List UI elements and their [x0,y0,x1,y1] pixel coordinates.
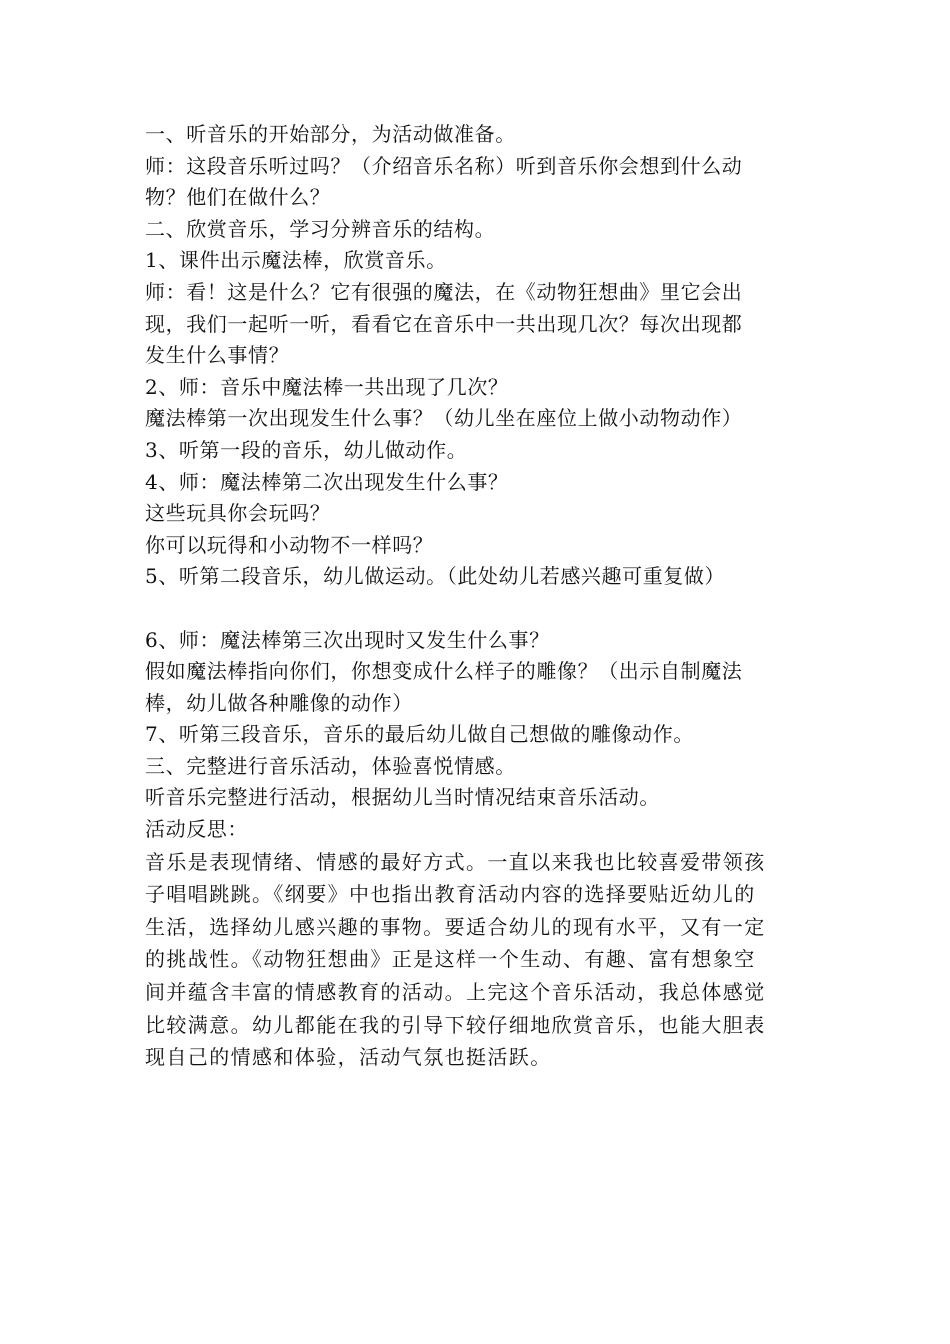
section-heading-complete-activity: 三、完整进行音乐活动，体验喜悦情感。 [145,753,516,778]
paragraph-line: 假如魔法棒指向你们，你想变成什么样子的雕像？（出示自制魔法 [145,659,743,684]
paragraph-line: 师：看！这是什么？它有很强的魔法，在《动物狂想曲》里它会出 [145,279,743,304]
paragraph-line: 棒，幼儿做各种雕像的动作） [145,690,413,715]
paragraph-line: 物？他们在做什么？ [145,185,331,210]
step-1-line: 1、课件出示魔法棒，欣赏音乐。 [145,248,447,273]
reflection-heading: 活动反思： [145,817,248,842]
paragraph-line: 师：这段音乐听过吗？（介绍音乐名称）听到音乐你会想到什么动 [145,153,743,178]
paragraph-line: 发生什么事情？ [145,343,290,368]
paragraph-line: 这些玩具你会玩吗？ [145,501,331,526]
blank-line [145,593,815,625]
reflection-line: 比较满意。幼儿都能在我的引导下较仔细地欣赏音乐，也能大胆表 [145,1012,766,1037]
reflection-line: 音乐是表现情绪、情感的最好方式。一直以来我也比较喜爱带领孩 [145,849,766,874]
step-5-line: 5、听第二段音乐，幼儿做运动。（此处幼儿若感兴趣可重复做） [145,564,726,589]
step-3-line: 3、听第一段的音乐，幼儿做动作。 [145,437,468,462]
reflection-line: 间并蕴含丰富的情感教育的活动。上完这个音乐活动，我总体感觉 [145,980,766,1005]
paragraph-line: 听音乐完整进行活动，根据幼儿当时情况结束音乐活动。 [145,785,660,810]
step-4-line: 4、师：魔法棒第二次出现发生什么事？ [145,469,509,494]
reflection-line: 的挑战性。《动物狂想曲》正是这样一个生动、有趣、富有想象空 [145,947,756,972]
document-body [145,119,815,1074]
paragraph-line: 魔法棒第一次出现发生什么事？（幼儿坐在座位上做小动物动作） [145,406,743,431]
reflection-line: 现自己的情感和体验，活动气氛也挺活跃。 [145,1045,552,1070]
reflection-paragraph [145,846,815,1074]
section-heading-listen-opening: 一、听音乐的开始部分，为活动做准备。 [145,122,516,146]
reflection-line: 生活，选择幼儿感兴趣的事物。要适合幼儿的现有水平，又有一定 [145,914,766,939]
step-2-line: 2、师：音乐中魔法棒一共出现了几次？ [145,374,509,399]
paragraph-line: 你可以玩得和小动物不一样吗？ [145,532,434,557]
step-7-line: 7、听第三段音乐，音乐的最后幼儿做自己想做的雕像动作。 [145,722,694,747]
section-heading-appreciate-music: 二、欣赏音乐，学习分辨音乐的结构。 [145,216,496,241]
paragraph-line: 现，我们一起听一听，看看它在音乐中一共出现几次？每次出现都 [145,311,743,336]
step-6-line: 6、师：魔法棒第三次出现时又发生什么事？ [145,627,550,652]
reflection-line: 子唱唱跳跳。《纲要》中也指出教育活动内容的选择要贴近幼儿的 [145,882,756,907]
